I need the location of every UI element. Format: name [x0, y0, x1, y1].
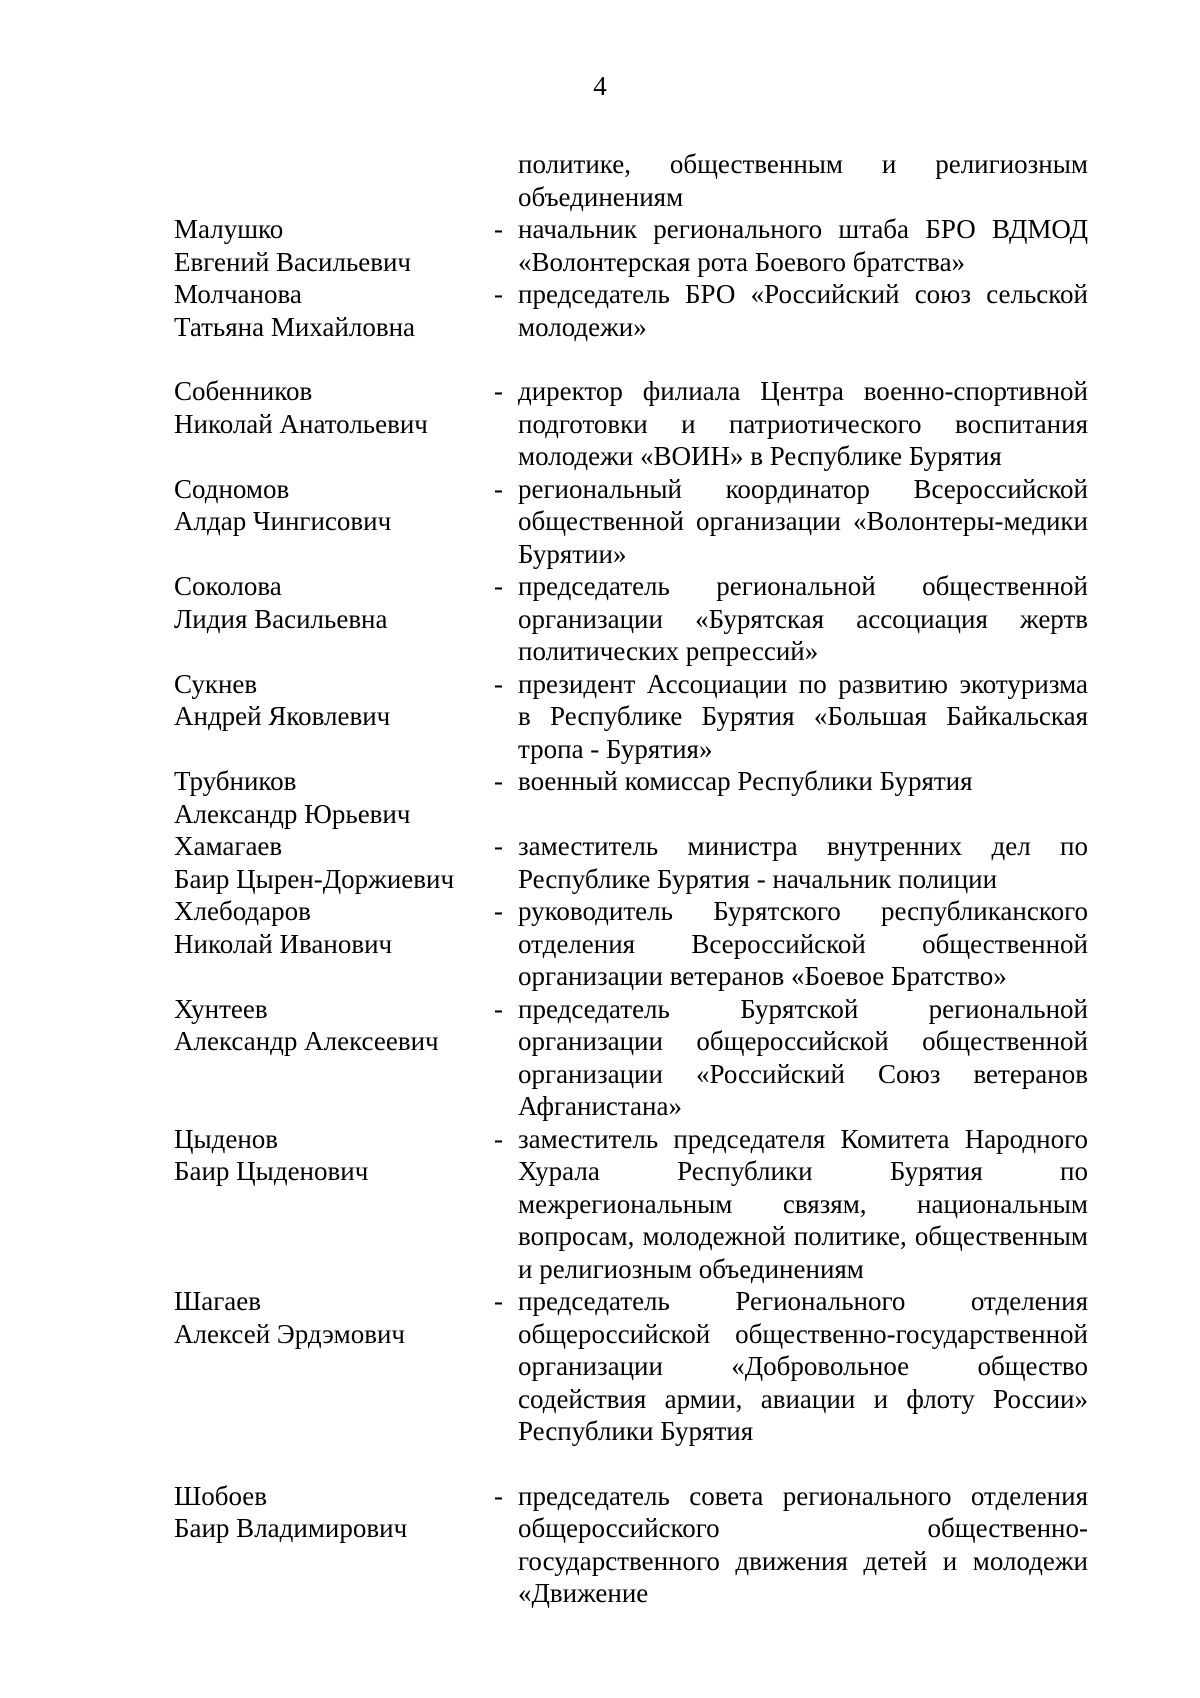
member-given-names: Баир Цыденович: [174, 1156, 369, 1186]
member-name: [174, 213, 479, 278]
member-surname: Шагаев: [174, 1286, 262, 1316]
member-entry: [174, 895, 1088, 993]
member-given-names: Алдар Чингисович: [174, 506, 392, 536]
member-entry: [174, 1480, 1088, 1610]
member-list: [174, 213, 1088, 1610]
member-given-names: Алексей Эрдэмович: [174, 1318, 405, 1349]
member-role: региональный координатор Всероссийской общественной организации «Волонтеры-медики Бурятии»: [518, 473, 1088, 569]
dash-separator: -: [494, 993, 503, 1024]
member-role: председатель Бурятской региональной организации общероссийской общественной организации «Российский Союз ветеранов Афганистана»: [518, 993, 1088, 1121]
member-entry: [174, 668, 1088, 766]
member-role: председатель Регионального отделения общероссийской общественно-государственной организации «Добровольное общество содействия армии, авиации и флоту России» Республики Бурятия: [518, 1286, 1088, 1446]
member-role: президент Ассоциации по развитию экотуризма в Республике Бурятия «Большая Байкальская тропа - Бурятия»: [518, 668, 1088, 764]
dash-separator: -: [494, 668, 503, 699]
member-entry: [174, 765, 1088, 830]
member-entry: [174, 473, 1088, 571]
member-role: председатель совета регионального отделения общероссийского общественно-государственного движения детей и молодежи «Движение: [518, 1480, 1088, 1608]
member-surname: Хунтеев: [174, 993, 268, 1024]
member-name: [174, 473, 479, 538]
dash-separator: -: [494, 1123, 503, 1154]
member-surname: Хлебодаров: [174, 896, 311, 926]
dash-separator: -: [494, 1286, 503, 1316]
member-name: [174, 830, 479, 895]
member-role: заместитель председателя Комитета Народного Хурала Республики Бурятия по межрегиональным связям, национальным вопросам, молодежной политике, общественным и религиозным объединениям: [518, 1123, 1088, 1284]
member-role: председатель региональной общественной организации «Бурятская ассоциация жертв политических репрессий»: [518, 571, 1088, 666]
dash-separator: -: [494, 473, 503, 504]
member-surname: Собенников: [174, 376, 313, 406]
member-entry: [174, 375, 1088, 473]
member-given-names: Евгений Васильевич: [174, 246, 412, 277]
member-name: [174, 765, 479, 830]
dash-separator: -: [494, 214, 503, 244]
member-surname: Цыденов: [174, 1123, 279, 1154]
member-given-names: Александр Юрьевич: [174, 798, 411, 829]
member-role: руководитель Бурятского республиканского отделения Всероссийской общественной организации ветеранов «Боевое Братство»: [518, 896, 1088, 991]
member-surname: Содномов: [174, 473, 290, 504]
member-name: [174, 570, 479, 635]
continuation-text: политике, общественным и религиозным объединениям: [518, 149, 1088, 212]
member-entry: [174, 993, 1088, 1123]
page-number: 4: [593, 71, 607, 101]
member-given-names: Николай Анатольевич: [174, 408, 428, 439]
member-given-names: Александр Алексеевич: [174, 1026, 439, 1056]
member-entry: [174, 1123, 1088, 1286]
member-given-names: Лидия Васильевна: [174, 603, 388, 634]
member-name: [174, 668, 479, 733]
dash-separator: -: [494, 831, 503, 861]
member-name: [174, 375, 479, 440]
member-given-names: Николай Иванович: [174, 928, 393, 959]
member-surname: Шобоев: [174, 1480, 268, 1511]
member-surname: Хамагаев: [174, 831, 283, 861]
member-entry: [174, 830, 1088, 895]
member-role: начальник регионального штаба БРО ВДМОД «Волонтерская рота Боевого братства»: [518, 214, 1088, 277]
member-name: [174, 895, 479, 960]
spacer: [174, 343, 1088, 375]
member-entry: [174, 1285, 1088, 1448]
dash-separator: -: [494, 1480, 503, 1511]
dash-separator: -: [494, 766, 503, 796]
dash-separator: -: [494, 376, 503, 406]
member-entry: [174, 213, 1088, 278]
member-surname: Малушко: [174, 214, 284, 244]
member-surname: Трубников: [174, 766, 297, 796]
member-role: директор филиала Центра военно-спортивной подготовки и патриотического воспитания молодежи «ВОИН» в Республике Бурятия: [518, 376, 1088, 471]
member-entry: [174, 278, 1088, 343]
spacer: [174, 1448, 1088, 1480]
member-name: [174, 1123, 479, 1188]
member-name: [174, 993, 479, 1058]
member-surname: Молчанова: [174, 279, 302, 309]
member-surname: Соколова: [174, 571, 282, 601]
member-given-names: Татьяна Михайловна: [174, 311, 416, 342]
member-role: заместитель министра внутренних дел по Республике Бурятия - начальник полиции: [518, 831, 1088, 894]
member-name: [174, 278, 479, 343]
member-role: военный комиссар Республики Бурятия: [518, 766, 973, 796]
member-entry: [174, 570, 1088, 668]
member-given-names: Баир Владимирович: [174, 1513, 408, 1543]
dash-separator: -: [494, 896, 503, 926]
member-name: [174, 1285, 479, 1350]
member-name: [174, 1480, 479, 1545]
dash-separator: -: [494, 571, 503, 601]
member-role: председатель БРО «Российский союз сельской молодежи»: [518, 279, 1088, 342]
dash-separator: -: [494, 279, 503, 309]
member-surname: Сукнев: [174, 668, 258, 699]
member-given-names: Баир Цырен-Доржиевич: [174, 863, 455, 894]
member-given-names: Андрей Яковлевич: [174, 701, 391, 731]
